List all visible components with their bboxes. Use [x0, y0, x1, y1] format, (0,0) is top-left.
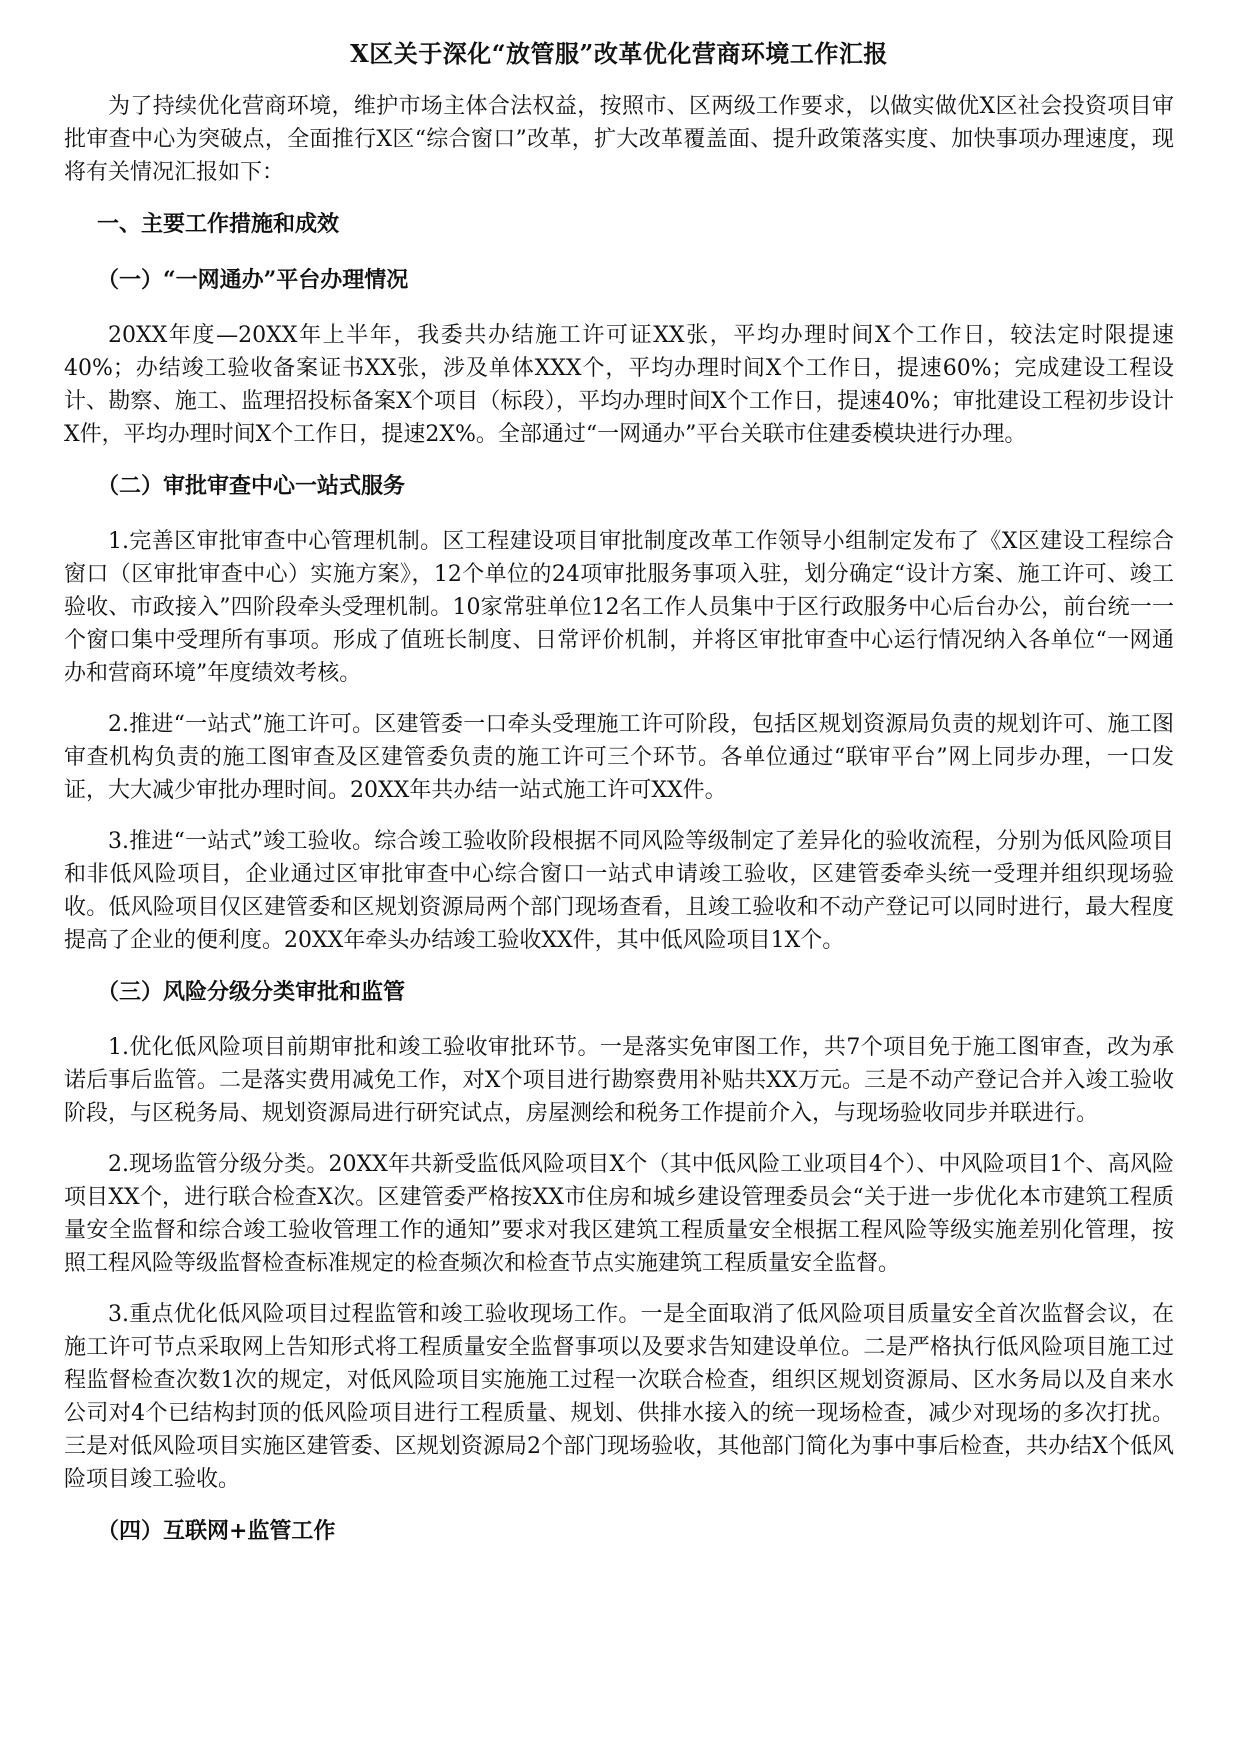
- subsection-heading-internet-supervision: （四）互联网+监管工作: [97, 1518, 336, 1544]
- paragraph-construction-permit: 2.推进“一站式”施工许可。区建管委一口牵头受理施工许可阶段，包括区规划资源局负责的规划许可、施工图审查机构负责的施工图审查及区建管委负责的施工许可三个环节。各单位通过“联审平台”网上同步办理，一口发证，大大减少审批办理时间。20XX年共办结一站式施工许可XX件。: [64, 712, 1174, 803]
- paragraph-management-mechanism: 1.完善区审批审查中心管理机制。区工程建设项目审批制度改革工作领导小组制定发布了《X区建设工程综合窗口（区审批审查中心）实施方案》，12个单位的24项审批服务事项入驻，划分确定“设计方案、施工许可、竣工验收、市政接入”四阶段牵头受理机制。10家常驻单位12名工作人员集中于区行政服务中心后台办公，前台统一一个窗口集中受理所有事项。形成了值班长制度、日常评价机制，并将区审批审查中心运行情况纳入各单位“一网通办和营商环境”年度绩效考核。: [64, 529, 1174, 686]
- paragraph-process-supervision: 3.重点优化低风险项目过程监管和竣工验收现场工作。一是全面取消了低风险项目质量安全首次监督会议，在施工许可节点采取网上告知形式将工程质量安全监督事项以及要求告知建设单位。二是严格执行低风险项目施工过程监督检查次数1次的规定，对低风险项目实施施工过程一次联合检查，组织区规划资源局、区水务局以及自来水公司对4个已结构封顶的低风险项目进行工程质量、规划、供排水接入的统一现场检查，减少对现场的多次打扰。三是对低风险项目实施区建管委、区规划资源局2个部门现场验收，其他部门简化为事中事后检查，共办结X个低风险项目竣工验收。: [64, 1302, 1174, 1492]
- paragraph-online-platform: 20XX年度—20XX年上半年，我委共办结施工许可证XX张，平均办理时间X个工作日，较法定时限提速40%；办结竣工验收备案证书XX张，涉及单体XXX个，平均办理时间X个工作日，提速60%；完成建设工程设计、勘察、施工、监理招投标备案X个项目（标段），平均办理时间X个工作日，提速40%；审批建设工程初步设计X件，平均办理时间X个工作日，提速2X%。全部通过“一网通办”平台关联市住建委模块进行办理。: [64, 323, 1174, 447]
- document-title: X区关于深化“放管服”改革优化营商环境工作汇报: [350, 39, 888, 68]
- section-heading-main-measures: 一、主要工作措施和成效: [97, 211, 340, 237]
- paragraph-low-risk-approval: 1.优化低风险项目前期审批和竣工验收审批环节。一是落实免审图工作，共7个项目免于施工图审查，改为承诺后事后监管。二是落实费用减免工作，对X个项目进行勘察费用补贴共XX万元。三是不动产登记合并入竣工验收阶段，与区税务局、规划资源局进行研究试点，房屋测绘和税务工作提前介入，与现场验收同步并联进行。: [64, 1035, 1174, 1126]
- intro-paragraph: 为了持续优化营商环境，维护市场主体合法权益，按照市、区两级工作要求，以做实做优X区社会投资项目审批审查中心为突破点，全面推行X区“综合窗口”改革，扩大改革覆盖面、提升政策落实度、加快事项办理速度，现将有关情况汇报如下：: [64, 94, 1174, 185]
- paragraph-completion-acceptance: 3.推进“一站式”竣工验收。综合竣工验收阶段根据不同风险等级制定了差异化的验收流程，分别为低风险项目和非低风险项目，企业通过区审批审查中心综合窗口一站式申请竣工验收，区建管委牵头统一受理并组织现场验收。低风险项目仅区建管委和区规划资源局两个部门现场查看，且竣工验收和不动产登记可以同时进行，最大程度提高了企业的便利度。20XX年牵头办结竣工验收XX件，其中低风险项目1X个。: [64, 829, 1174, 953]
- subsection-heading-online-platform: （一）“一网通办”平台办理情况: [97, 267, 409, 293]
- subsection-heading-risk-classification: （三）风险分级分类审批和监管: [97, 979, 406, 1005]
- document-page: [64, 38, 1174, 1570]
- paragraph-onsite-supervision: 2.现场监管分级分类。20XX年共新受监低风险项目X个（其中低风险工业项目4个）、中风险项目1个、高风险项目XX个，进行联合检查X次。区建管委严格按XX市住房和城乡建设管理委员会“关于进一步优化本市建筑工程质量安全监督和综合竣工验收管理工作的通知”要求对我区建筑工程质量安全根据工程风险等级实施差别化管理，按照工程风险等级监督检查标准规定的检查频次和检查节点实施建筑工程质量安全监督。: [64, 1152, 1174, 1276]
- subsection-heading-one-stop-service: （二）审批审查中心一站式服务: [97, 473, 406, 499]
